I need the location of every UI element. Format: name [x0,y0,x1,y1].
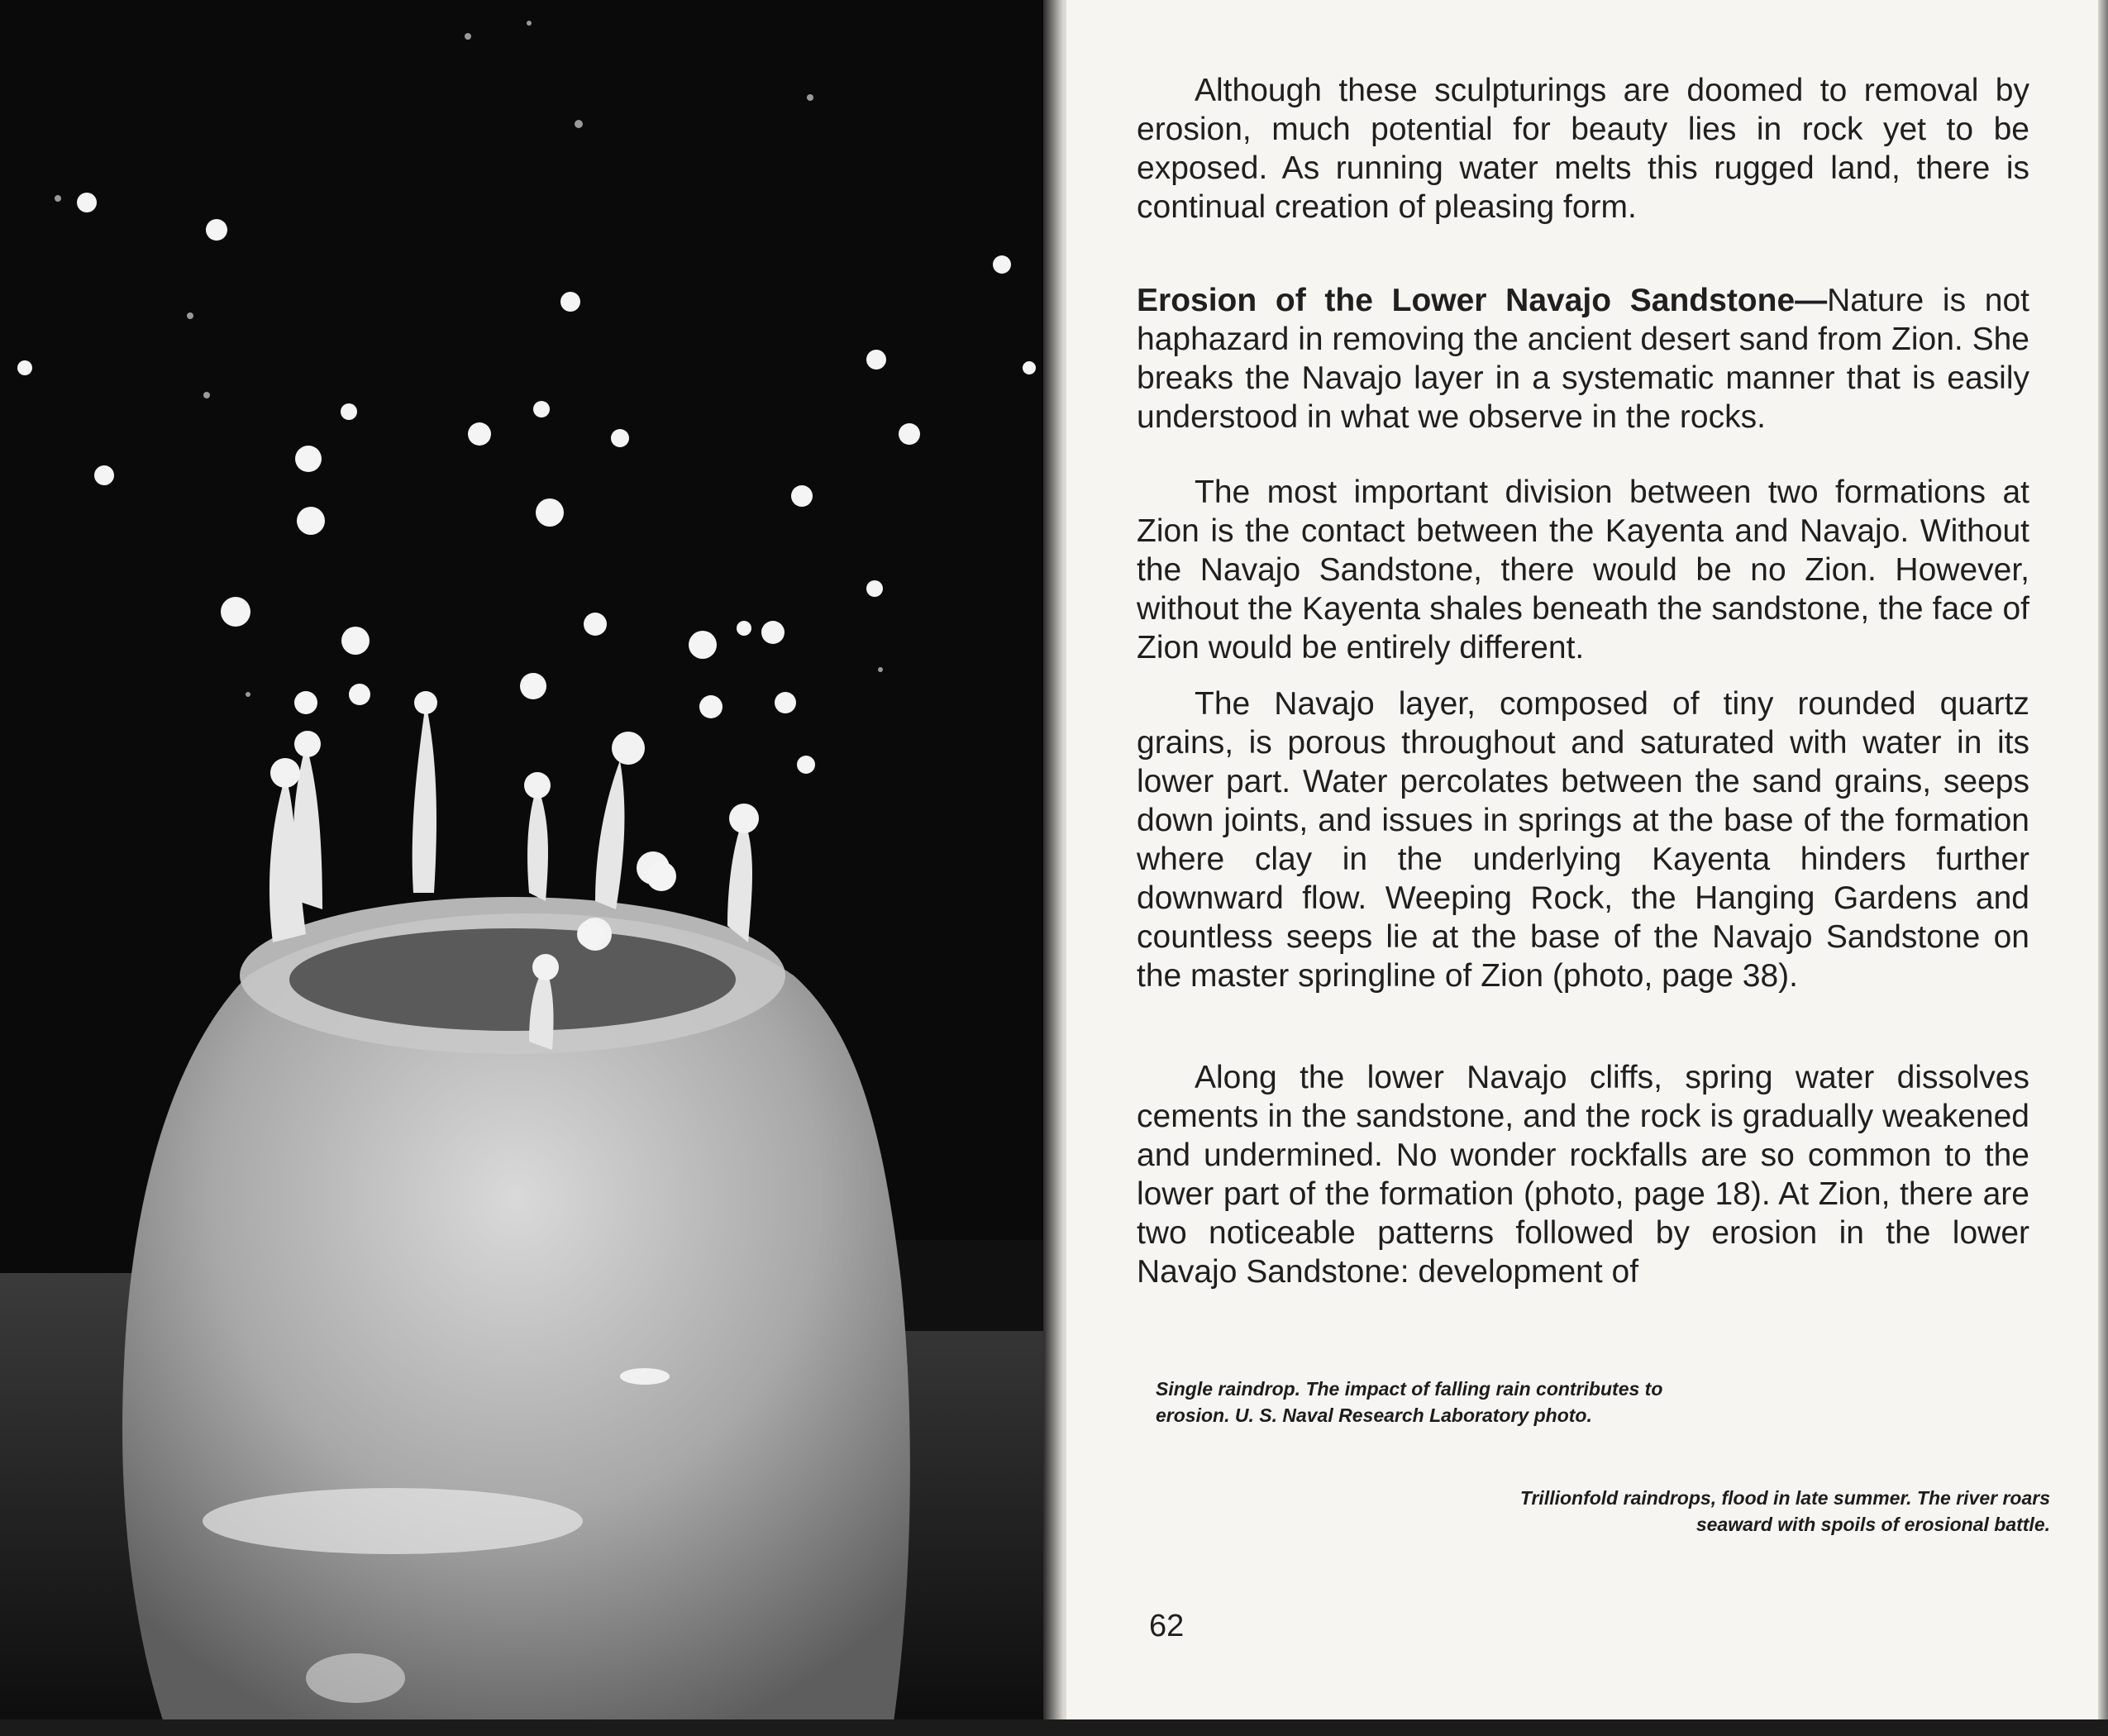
page-edge [2098,0,2108,1728]
page-number: 62 [1149,1609,1185,1643]
photo-caption-flood: Trillionfold raindrops, flood in late summer. The river roars seaward with spoils of erosional battle. [1519,1487,2050,1535]
paragraph-erosion-heading [1137,281,2029,436]
raindrop-splash-photo [0,0,1050,1728]
paragraph-text: Along the lower Navajo cliffs, spring water dissolves cements in the sandstone, and the rock is gradually weakened and undermined. No wonder rockfalls are so common to the lower part of the formation (photo, page 18). At Zion, there are two noticeable patterns followed by erosion in the lower Navajo Sandstone: development of [1137,1060,2029,1290]
section-heading: Erosion of the Lower Navajo Sandstone— [1137,283,1828,318]
paragraph-text: Nature is not haphazard in removing the ancient desert sand from Zion. She breaks the Navajo layer in a systematic manner that is easily understood in what we observe in the rocks. [1137,283,2029,435]
paragraph-text: The Navajo layer, composed of tiny rounded quartz grains, is porous throughout and saturated with water in its lower part. Water percolates between the sand grains, seeps down joints, and issues in springs at the base of the formation where clay in the underlying Kayenta hinders further downward flow. Weeping Rock, the Hanging Gardens and countless seeps lie at the base of the Navajo Sandstone on the master springline of Zion (photo, page 38). [1137,686,2029,994]
paragraph-lower-cliffs [1137,1058,2029,1291]
paragraph-with-heading [1137,281,2029,436]
paragraph-text: Although these sculpturings are doomed to removal by erosion, much potential for beauty lies in rock yet to be exposed. As running water melts this rugged land, there is continual creation of pleasing form. [1137,73,2029,225]
paragraph-navajo-layer [1137,684,2029,995]
paragraph-text: The most important division between two formations at Zion is the contact between the Kayenta and Navajo. Without the Navajo Sandstone, there would be no Zion. However, without the Kayenta shales beneath the sandstone, the face of Zion would be entirely different. [1137,475,2029,665]
photo-caption-raindrop: Single raindrop. The impact of falling rain contributes to erosion. U. S. Naval Research Laboratory photo. [1156,1378,1663,1426]
paragraph-formations [1137,473,2029,667]
text-page [1066,0,2108,1728]
raindrop-splash-image [0,0,1050,1728]
scan-bottom-edge [0,1719,2108,1736]
paragraph-intro [1137,71,2029,227]
